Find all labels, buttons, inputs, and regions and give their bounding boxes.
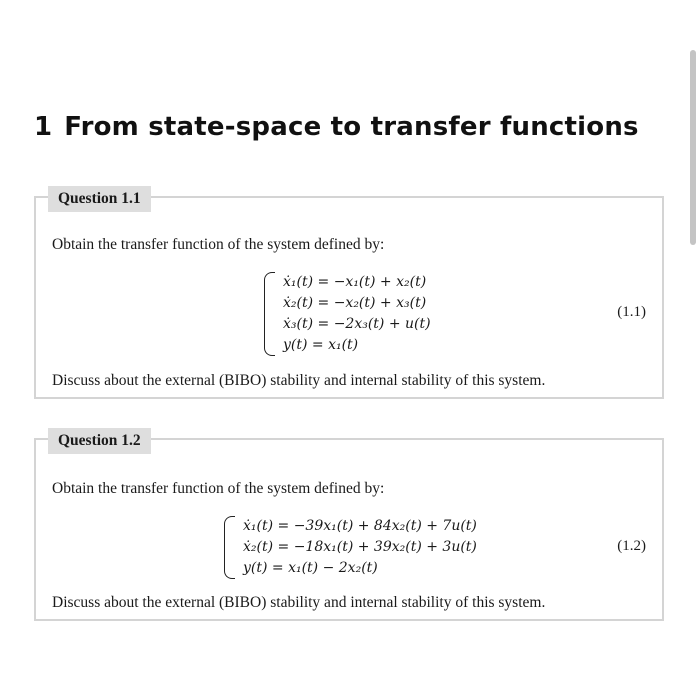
left-brace	[224, 516, 235, 579]
equation-line: y(t) = x₁(t) − 2x₂(t)	[243, 560, 378, 576]
equation-line: y(t) = x₁(t)	[283, 337, 359, 353]
question-discussion-1-1: Discuss about the external (BIBO) stability and internal stability of this system.	[52, 372, 546, 389]
equation-line: ẋ₂(t) = −18x₁(t) + 39x₂(t) + 3u(t)	[243, 539, 477, 555]
question-intro-1-2: Obtain the transfer function of the system defined by:	[52, 480, 385, 497]
equation-system-1-2	[224, 516, 477, 579]
question-label-1-2: Question 1.2	[48, 428, 151, 454]
question-box-1-2	[34, 432, 664, 621]
equation-line: ẋ₂(t) = −x₂(t) + x₃(t)	[283, 295, 427, 311]
section-heading	[34, 112, 639, 142]
equation-line: ẋ₃(t) = −2x₃(t) + u(t)	[283, 316, 431, 332]
question-discussion-1-2: Discuss about the external (BIBO) stability and internal stability of this system.	[52, 594, 546, 611]
equation-number-1-2: (1.2)	[617, 538, 646, 554]
left-brace	[264, 272, 275, 356]
section-number: 1	[34, 112, 53, 142]
equation-line: ẋ₁(t) = −39x₁(t) + 84x₂(t) + 7u(t)	[243, 518, 477, 534]
question-intro-1-1: Obtain the transfer function of the system defined by:	[52, 236, 385, 253]
section-title: From state-space to transfer functions	[64, 112, 639, 142]
equation-line: ẋ₁(t) = −x₁(t) + x₂(t)	[283, 274, 427, 290]
question-label-1-1: Question 1.1	[48, 186, 151, 212]
question-box-1-1	[34, 190, 664, 399]
equation-number-1-1: (1.1)	[617, 304, 646, 320]
equation-system-1-1	[264, 272, 431, 356]
vertical-scrollbar[interactable]	[690, 50, 696, 245]
